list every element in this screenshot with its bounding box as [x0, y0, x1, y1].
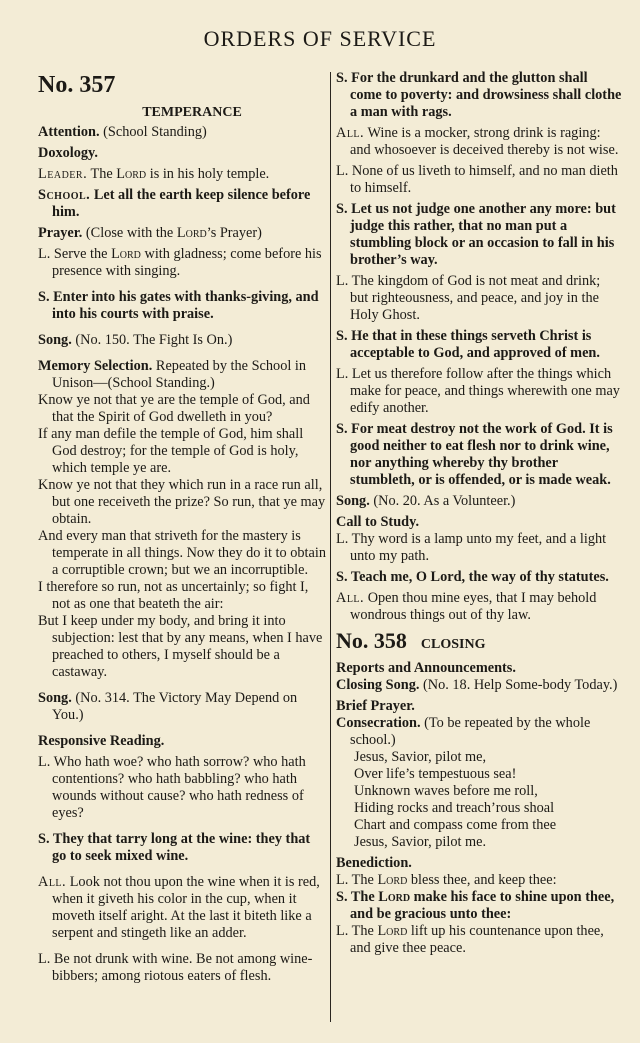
attention-text: (School Standing) [103, 124, 207, 140]
song-item-20 [336, 493, 622, 510]
l-woe-item [38, 754, 326, 822]
l-woe-text: Who hath woe? who hath sorrow? who hath contentions? who hath babbling? who hath wounds without cause? who hath redness of eyes? [52, 754, 306, 821]
all-label: All. [336, 125, 365, 141]
song-label: Song. [336, 493, 370, 509]
all-wine-item [336, 125, 622, 159]
l-lamp-text: Thy word is a lamp unto my feet, and a light unto my path. [350, 531, 607, 564]
l-follow-text: Let us therefore follow after the things which make for peace, and things wherewith one may edify another. [350, 366, 620, 416]
school-label: School. [38, 187, 91, 203]
doxology-item: Doxology. [38, 145, 98, 161]
l-label: L. [38, 246, 51, 262]
call-to-study-heading: Call to Study. [336, 514, 420, 530]
leader-lord: Lord [116, 166, 147, 182]
closing-song-item [336, 677, 622, 694]
l-lift-item [336, 923, 622, 957]
memory-line: Know ye not that they which run in a race run all, but one receiveth the prize? So run, that ye may obtain. [38, 477, 326, 527]
l-lift-post: lift up his countenance upon thee, and give thee peace. [350, 923, 604, 956]
s-meat-item [336, 421, 622, 489]
l-bless-lord: Lord [377, 872, 408, 888]
s-teach-text: Teach me, O Lord, the way of thy statutes. [350, 569, 609, 585]
s-serveth-item [336, 328, 622, 362]
l-none-text: None of us liveth to himself, and no man dieth to himself. [350, 163, 618, 196]
s-face-pre: The [350, 889, 375, 905]
memory-label: Memory Selection. [38, 358, 153, 374]
l-label: L. [336, 273, 349, 289]
memory-line: But I keep under my body, and bring it into subjection: lest that by any means, when I have preached to others, I myself should be a castaway. [38, 613, 323, 680]
memory-line: I therefore so run, not as uncertainly; so fight I, not as one that beateth the air: [38, 579, 309, 612]
s-enter-text: Enter into his gates with thanks-giving, and into his courts with praise. [52, 289, 319, 322]
right-column [336, 70, 622, 961]
memory-text: Repeated by the School in Unison—(School Standing.) [52, 358, 307, 391]
song-label: Song. [38, 690, 72, 706]
service-heading-358 [336, 630, 622, 656]
s-tarry-item [38, 831, 326, 865]
s-drunkard-item [336, 70, 622, 121]
school-item [38, 187, 326, 221]
closing-song-label: Closing Song. [336, 677, 420, 693]
s-label: S. [336, 70, 348, 86]
l-label: L. [336, 163, 349, 179]
s-face-post: make his face to shine upon thee, and be gracious unto thee: [350, 889, 615, 922]
s-label: S. [336, 201, 348, 217]
memory-line: Know ye not that ye are the temple of God, and that the Spirit of God dwelleth in you? [38, 392, 310, 425]
l-bless-pre: The [351, 872, 374, 888]
l-serve-post: with gladness; come before his presence with singing. [52, 246, 322, 279]
all-wine-text: Wine is a mocker, strong drink is raging: and whosoever is deceived thereby is not wise. [350, 125, 619, 158]
s-meat-text: For meat destroy not the work of God. It is good neither to eat flesh nor to drink wine, nor anything whereby thy brother stumbleth, or is offended, or is made weak. [350, 421, 613, 488]
attention-label: Attention. [38, 124, 100, 140]
left-column [38, 70, 326, 989]
l-lift-lord: Lord [377, 923, 408, 939]
l-label: L. [336, 531, 349, 547]
all-open-item [336, 590, 622, 624]
closing-title: CLOSING [420, 637, 486, 652]
s-label: S. [336, 889, 348, 905]
responsive-reading-heading: Responsive Reading. [38, 733, 165, 749]
l-kingdom-text: The kingdom of God is not meat and drink; but righteousness, and peace, and joy in the Holy Ghost. [350, 273, 601, 323]
song-text: (No. 150. The Fight Is On.) [75, 332, 233, 348]
s-judge-text: Let us not judge one another any more: but judge this rather, that no man put a stumbling block or an occasion to fall in his brother’s way. [350, 201, 616, 268]
s-judge-item [336, 201, 622, 269]
benediction-heading: Benediction. [336, 855, 412, 871]
service-number-358: No. 358 [336, 628, 407, 653]
l-lift-pre: The [351, 923, 374, 939]
s-face-lord: Lord [378, 889, 411, 905]
song-text: (No. 20. As a Volunteer.) [373, 493, 516, 509]
l-follow-item [336, 366, 622, 417]
prayer-lord: Lord [176, 225, 207, 241]
leader-label: Leader. [38, 166, 88, 182]
l-label: L. [336, 923, 349, 939]
consecration-text: (To be repeated by the whole school.) [350, 715, 591, 748]
prayer-text-post: ’s Prayer) [206, 225, 262, 241]
memory-line: And every man that striveth for the mastery is temperate in all things. Now they do it to obtain a corruptible crown; but we an incorruptible. [38, 528, 326, 578]
song-item-314 [38, 690, 326, 724]
l-serve-lord: Lord [111, 246, 141, 262]
s-face-item [336, 889, 622, 923]
l-bless-item [336, 872, 622, 889]
s-enter-item [38, 289, 326, 323]
prayer-text-pre: (Close with the [85, 225, 174, 241]
hymn-line: Jesus, Savior, pilot me, [354, 749, 487, 765]
consecration-item [336, 715, 622, 749]
song-text: (No. 314. The Victory May Depend on You.) [52, 690, 298, 723]
leader-text-post: is in his holy temple. [149, 166, 270, 182]
memory-line: If any man defile the temple of God, him shall God destroy; for the temple of God is holy, which temple ye are. [38, 426, 304, 476]
l-serve-pre: Serve the [53, 246, 108, 262]
s-serveth-text: He that in these things serveth Christ is acceptable to God, and approved of men. [350, 328, 600, 361]
l-kingdom-item [336, 273, 622, 324]
all-look-text: Look not thou upon the wine when it is red, when it giveth his color in the cup, when it moveth itself aright. At the last it biteth like a serpent and stingeth like an adder. [52, 874, 320, 941]
l-label: L. [336, 872, 349, 888]
leader-text-pre: The [90, 166, 113, 182]
l-serve-item [38, 246, 326, 280]
page-title: ORDERS OF SERVICE [203, 26, 437, 51]
l-be-item [38, 951, 326, 985]
l-label: L. [38, 754, 51, 770]
s-drunkard-text: For the drunkard and the glutton shall come to poverty: and drowsiness shall clothe a man with rags. [350, 70, 622, 120]
s-label: S. [336, 569, 348, 585]
brief-prayer-item: Brief Prayer. [336, 698, 415, 714]
service-number-357: No. 357 [38, 72, 116, 98]
l-bless-post: bless thee, and keep thee: [410, 872, 557, 888]
hymn-line: Chart and compass come from thee [354, 817, 557, 833]
column-divider [330, 72, 331, 1022]
leader-item [38, 166, 326, 183]
all-label: All. [38, 874, 67, 890]
hymn-line: Over life’s tempestuous sea! [354, 766, 517, 782]
prayer-label: Prayer. [38, 225, 83, 241]
s-label: S. [336, 328, 348, 344]
school-text: Let all the earth keep silence before him. [52, 187, 311, 220]
song-label: Song. [38, 332, 72, 348]
consecration-label: Consecration. [336, 715, 421, 731]
closing-song-text: (No. 18. Help Some-body Today.) [423, 677, 618, 693]
all-open-text: Open thou mine eyes, that I may behold wondrous things out of thy law. [350, 590, 597, 623]
reports-item: Reports and Announcements. [336, 660, 516, 676]
prayer-item [38, 225, 326, 242]
s-label: S. [336, 421, 348, 437]
l-none-item [336, 163, 622, 197]
s-teach-item [336, 569, 622, 586]
s-tarry-text: They that tarry long at the wine: they that go to seek mixed wine. [52, 831, 311, 864]
l-be-text: Be not drunk with wine. Be not among wine-bibbers; among riotous eaters of flesh. [52, 951, 313, 984]
all-look-item [38, 874, 326, 942]
song-item-150 [38, 332, 326, 349]
s-label: S. [38, 831, 50, 847]
s-label: S. [38, 289, 50, 305]
memory-selection-item [38, 358, 326, 392]
attention-item [38, 124, 326, 141]
hymn-line: Jesus, Savior, pilot me. [354, 834, 487, 850]
all-label: All. [336, 590, 365, 606]
l-lamp-item [336, 531, 622, 565]
hymn-line: Unknown waves before me roll, [354, 783, 538, 799]
hymn-line: Hiding rocks and treach’rous shoal [354, 800, 555, 816]
service-subtitle: TEMPERANCE [142, 105, 242, 120]
l-label: L. [336, 366, 349, 382]
l-label: L. [38, 951, 51, 967]
